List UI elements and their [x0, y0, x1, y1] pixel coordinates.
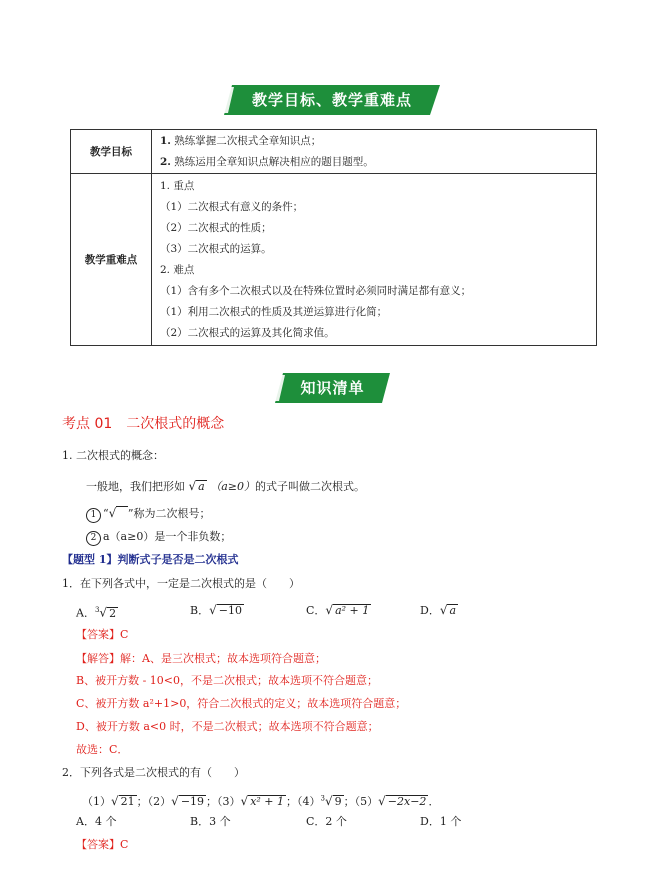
- banner-title: 教学目标、教学重难点: [251, 91, 412, 109]
- root-index: 3: [94, 606, 100, 614]
- key-line: 2. 难点: [160, 263, 195, 276]
- note-1: [86, 505, 211, 523]
- question-type-heading: 【题型 1】判断式子是否是二次根式: [62, 553, 239, 566]
- separator: ；: [286, 794, 298, 808]
- sqrt-sign: √: [109, 506, 128, 520]
- radicand: x² + 1: [250, 794, 285, 808]
- goal-num: 2.: [160, 155, 171, 168]
- root-index: 3: [320, 794, 325, 802]
- radicand: 2: [109, 606, 117, 620]
- note-2-text: a（a≥0）是一个非负数；: [103, 530, 232, 543]
- key-line: （1）利用二次根式的性质及其逆运算进行化简；: [160, 305, 388, 318]
- item-number: （4）: [297, 794, 321, 808]
- radicand: −10: [218, 604, 242, 617]
- row-header-goals: 教学目标: [71, 130, 152, 174]
- definition-line: [86, 478, 365, 495]
- radicand: a: [449, 604, 457, 617]
- key-line: （3）二次根式的运算。: [160, 242, 272, 255]
- q2-option-c: C．2 个: [306, 815, 347, 828]
- note-2: [86, 529, 231, 546]
- q2-item: [355, 795, 440, 808]
- sqrt-sign: √: [171, 793, 179, 808]
- concept-heading: 1. 二次根式的概念：: [62, 449, 164, 462]
- q1-explain-line: D、被开方数 a<0 时，不是二次根式；故本选项不符合题意；: [76, 720, 379, 733]
- q1-answer: 【答案】C: [76, 628, 129, 641]
- separator: ；: [343, 794, 355, 808]
- sqrt-sign: √: [324, 793, 333, 808]
- option-label: A．: [76, 606, 95, 620]
- def-pre: 一般地，我们把形如: [86, 480, 185, 493]
- goal-num: 1.: [160, 134, 171, 147]
- option-label: D．: [420, 604, 440, 617]
- radicand: −2x−2: [387, 794, 427, 808]
- q2-item: [217, 795, 297, 808]
- circled-number: 1: [86, 508, 101, 523]
- radicand: −19: [180, 794, 205, 808]
- sqrt-sign: √: [325, 603, 334, 617]
- q2-expressions: [82, 790, 439, 810]
- q1-explain-line: B、被开方数 - 10<0，不是二次根式；故本选项不符合题意；: [76, 674, 379, 687]
- separator: ；: [206, 794, 218, 808]
- q1-explain-line: 故选：C．: [76, 743, 129, 756]
- q1-option-c: [306, 602, 371, 619]
- def-radicand: a: [198, 480, 205, 493]
- goals-cell: [152, 130, 597, 174]
- goal-text: 熟练运用全章知识点解决相应的题目题型。: [170, 155, 374, 168]
- sqrt-sign: √: [378, 793, 386, 808]
- radicand: 21: [120, 794, 135, 808]
- q1-option-d: [420, 602, 458, 619]
- q2-option-b: B．3 个: [190, 815, 231, 828]
- section-banner-goals: [224, 85, 440, 115]
- q2-item: [148, 795, 217, 808]
- q1-option-b: [190, 602, 244, 619]
- goal-text: 熟练掌握二次根式全章知识点；: [170, 134, 322, 147]
- goal-line-1: [160, 131, 596, 152]
- key-line: （1）含有多个二次根式以及在特殊位置时必须同时满足都有意义；: [160, 284, 472, 297]
- key-line: （1）二次根式有意义的条件；: [160, 200, 304, 213]
- sqrt-sign: √: [240, 793, 249, 808]
- q2-option-a: A．4 个: [76, 815, 117, 828]
- radicand: 9: [334, 794, 342, 808]
- option-label: C．: [306, 604, 326, 617]
- note-1-open: “: [103, 507, 109, 520]
- separator: ；: [136, 794, 148, 808]
- sqrt-sign: √: [209, 603, 217, 617]
- note-1-text: ”称为二次根号；: [127, 507, 211, 520]
- goal-line-2: [160, 152, 596, 173]
- objectives-table: [70, 129, 597, 346]
- banner-title: 知识清单: [300, 379, 365, 397]
- section-banner-knowledge: [275, 373, 390, 403]
- q2-option-d: D．1 个: [420, 815, 462, 828]
- item-number: （1）: [82, 794, 111, 808]
- q1-explain-line: C、被开方数 a²+1>0，符合二次根式的定义；故本选项符合题意；: [76, 697, 407, 710]
- q2-item: [297, 795, 355, 808]
- sqrt-sign: √: [99, 605, 108, 620]
- def-condition: （a≥0）: [210, 480, 255, 493]
- item-number: （5）: [354, 794, 379, 808]
- key-line: 1. 重点: [160, 179, 195, 192]
- separator: ．: [428, 794, 440, 808]
- item-number: （2）: [147, 794, 172, 808]
- question-1-stem: 1．在下列各式中，一定是二次根式的是（ ）: [62, 577, 300, 590]
- radical-bar: [116, 506, 128, 519]
- sqrt-sign: √: [439, 603, 448, 617]
- q1-explain-line: 【解答】解：A、是三次根式；故本选项符合题意；: [76, 652, 326, 665]
- q1-option-a: [76, 602, 118, 622]
- q2-item: [82, 795, 148, 808]
- key-line: （2）二次根式的性质；: [160, 221, 272, 234]
- item-number: （3）: [217, 794, 241, 808]
- circled-number: 2: [86, 531, 101, 546]
- row-header-key-points: 教学重难点: [71, 174, 152, 346]
- question-2-stem: 2．下列各式是二次根式的有（ ）: [62, 766, 245, 779]
- def-post: 的式子叫做二次根式。: [255, 480, 365, 493]
- q2-answer: 【答案】C: [76, 838, 129, 851]
- sqrt-sign: √: [188, 479, 197, 493]
- option-label: B．: [190, 604, 210, 617]
- sqrt-sign: √: [111, 793, 119, 808]
- radicand: a² + 1: [335, 604, 370, 617]
- key-line: （2）二次根式的运算及其化简求值。: [160, 326, 335, 339]
- key-points-cell: [152, 174, 597, 346]
- section-title: 考点 01 二次根式的概念: [62, 416, 225, 432]
